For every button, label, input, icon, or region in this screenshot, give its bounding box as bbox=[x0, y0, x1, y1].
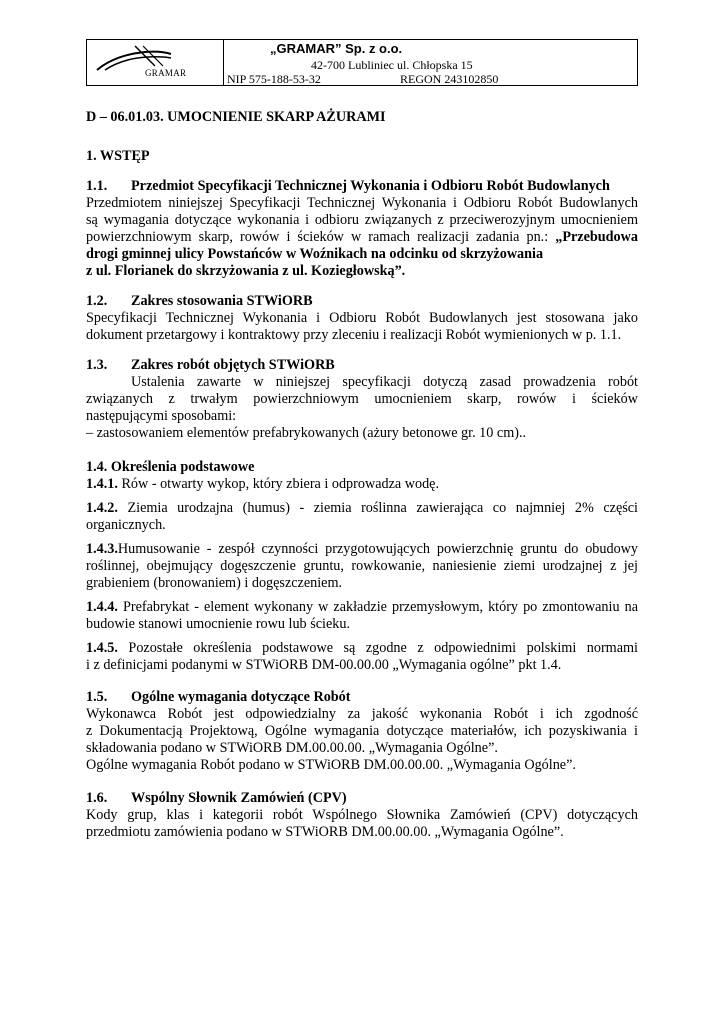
definition-text: organicznych. bbox=[86, 517, 166, 533]
subsection-heading bbox=[86, 689, 351, 706]
paragraph-line bbox=[86, 229, 638, 246]
subsection-title: Ogólne wymagania dotyczące Robót bbox=[131, 689, 351, 705]
subsection-number: 1.3. bbox=[86, 357, 108, 373]
subsection-number: 1.6. bbox=[86, 790, 108, 806]
paragraph-line: dokument przetargowy i kontraktowy przy zleceniu i realizacji Robót wymienionych w p. 1.1. bbox=[86, 327, 622, 343]
paragraph-line: Kody grup, klas i kategorii robót Wspólnego Słownika Zamówień (CPV) dotyczących bbox=[86, 807, 638, 823]
paragraph-line: Wykonawca Robót jest odpowiedzialny za jakość wykonania Robót i ich zgodność bbox=[86, 706, 638, 722]
paragraph-line: Specyfikacji Technicznej Wykonania i Odbioru Robót Budowlanych jest stosowana jako bbox=[86, 310, 638, 326]
company-regon: REGON 243102850 bbox=[400, 72, 499, 86]
subsection-title: Zakres robót objętych STWiORB bbox=[131, 357, 335, 373]
definition-text: grabieniem (bronowaniem) i dogęszczeniem. bbox=[86, 575, 343, 591]
subsection-title: Przedmiot Specyfikacji Technicznej Wykonania i Odbioru Robót Budowlanych bbox=[131, 178, 610, 194]
subsection-heading bbox=[86, 790, 347, 807]
paragraph-line: związanych z trwałym powierzchniowym umocnieniem skarp, rowów i ścieków bbox=[86, 391, 638, 407]
definition-number: 1.4.2. bbox=[86, 500, 118, 516]
company-logo bbox=[87, 40, 224, 85]
definition-number: 1.4.1. bbox=[86, 476, 118, 492]
section-heading: 1. WSTĘP bbox=[86, 148, 150, 164]
subsection-title: Wspólny Słownik Zamówień (CPV) bbox=[131, 790, 347, 806]
project-name: drogi gminnej ulicy Powstańców w Woźnikach na odcinku od skrzyżowania bbox=[86, 246, 544, 262]
subsection-number: 1.2. bbox=[86, 293, 108, 309]
definition-text: Pozostałe określenia podstawowe są zgodne z odpowiednimi polskimi normami bbox=[117, 640, 638, 656]
definition-text: i z definicjami podanymi w STWiORB DM-00.00.00 „Wymagania ogólne” pkt 1.4. bbox=[86, 657, 562, 673]
definition bbox=[86, 599, 638, 616]
subsection-number: 1.1. bbox=[86, 178, 108, 194]
paragraph-line: Przedmiotem niniejszej Specyfikacji Technicznej Wykonania i Odbioru Robót Budowlanych bbox=[86, 195, 638, 211]
definition-text: Humusowanie - zespół czynności przygotowujących powierzchnię gruntu do obudowy bbox=[117, 541, 638, 557]
company-nip: NIP 575-188-53-32 bbox=[227, 72, 321, 86]
paragraph-line: z Dokumentacją Projektową, Ogólne wymagania dotyczące materiałów, ich pozyskiwania i bbox=[86, 723, 638, 739]
definition bbox=[86, 541, 638, 558]
definition-text: Rów - otwarty wykop, który zbiera i odprowadza wodę. bbox=[117, 476, 440, 492]
definition bbox=[86, 640, 638, 657]
subsection-heading bbox=[86, 293, 313, 310]
definition-text: budowie stanowi umocnienie rowu lub ścieku. bbox=[86, 616, 350, 632]
definition-number: 1.4.4. bbox=[86, 599, 118, 615]
definition-text: Ziemia urodzajna (humus) - ziemia roślinna zawierająca co najmniej 2% części bbox=[117, 500, 638, 516]
list-item: – zastosowaniem elementów prefabrykowanych (ażury betonowe gr. 10 cm).. bbox=[86, 425, 527, 441]
paragraph-text: powierzchniowym skarp, rowów i ścieków w ramach realizacji zadania pn.: bbox=[86, 229, 556, 245]
definition-number: 1.4.5. bbox=[86, 640, 118, 656]
subsection-title: Zakres stosowania STWiORB bbox=[131, 293, 313, 309]
subsection-heading bbox=[86, 178, 610, 195]
company-address: 42-700 Lubliniec ul. Chłopska 15 bbox=[311, 58, 473, 72]
definition bbox=[86, 476, 439, 493]
logo-text: GRAMAR bbox=[145, 68, 187, 78]
project-name: z ul. Florianek do skrzyżowania z ul. Koziegłowską”. bbox=[86, 263, 406, 279]
project-name: „Przebudowa bbox=[555, 229, 638, 245]
paragraph-line: przedmiotu zamówienia podano w STWiORB DM.00.00.00. „Wymagania Ogólne”. bbox=[86, 824, 564, 840]
subsection-heading: 1.4. Określenia podstawowe bbox=[86, 459, 255, 475]
definition-number: 1.4.3. bbox=[86, 541, 118, 557]
paragraph-line: Ogólne wymagania Robót podano w STWiORB DM.00.00.00. „Wymagania Ogólne”. bbox=[86, 757, 576, 773]
subsection-number: 1.5. bbox=[86, 689, 108, 705]
subsection-heading bbox=[86, 357, 335, 374]
paragraph-line: Ustalenia zawarte w niniejszej specyfikacji dotyczą zasad prowadzenia robót bbox=[131, 374, 638, 390]
paragraph-line: następującymi sposobami: bbox=[86, 408, 237, 424]
definition-text: roślinnej, obejmujący dogęszczenie gruntu, rowkowanie, naniesienie ziemi urodzajnej z jej bbox=[86, 558, 638, 574]
document-title: D – 06.01.03. UMOCNIENIE SKARP AŻURAMI bbox=[86, 109, 386, 125]
definition bbox=[86, 500, 638, 517]
definition-text: Prefabrykat - element wykonany w zakładzie przemysłowym, który po zmontowaniu na bbox=[117, 599, 638, 615]
paragraph-line: są wymagania dotyczące wykonania i odbioru związanych z przeciwerozyjnym umocnieniem bbox=[86, 212, 638, 228]
paragraph-line: składowania podano w STWiORB DM.00.00.00. „Wymagania Ogólne”. bbox=[86, 740, 498, 756]
company-name: „GRAMAR” Sp. z o.o. bbox=[270, 41, 403, 56]
